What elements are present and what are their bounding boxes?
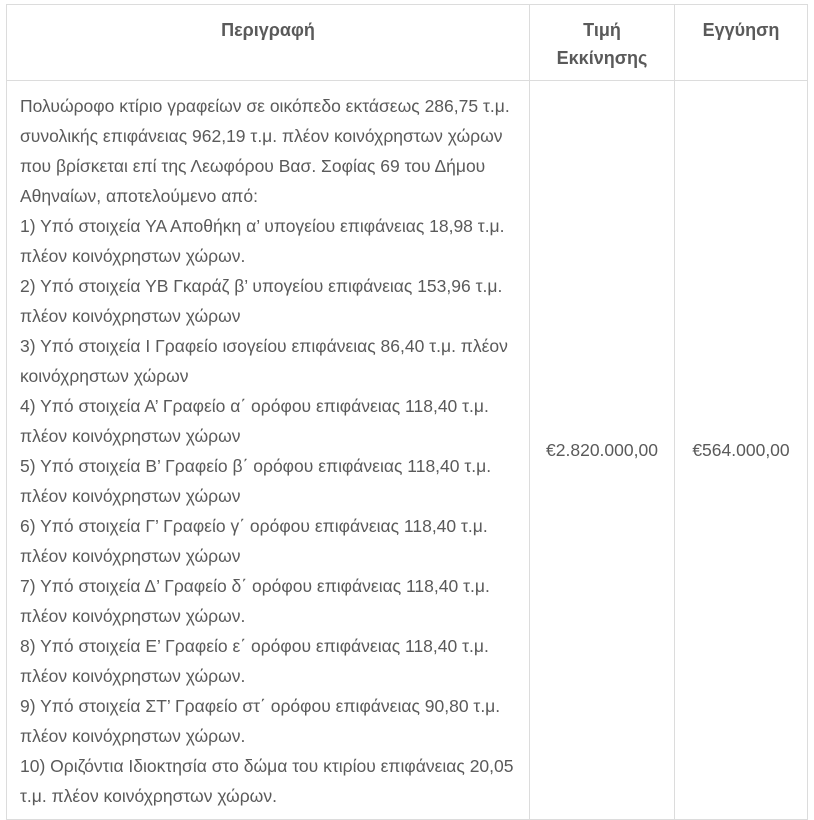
header-starting-price: Τιμή Εκκίνησης bbox=[530, 5, 675, 81]
table-header bbox=[7, 5, 808, 81]
table-body bbox=[7, 81, 808, 820]
header-deposit: Εγγύηση bbox=[675, 5, 808, 81]
description-item: 9) Υπό στοιχεία ΣΤ’ Γραφείο στ΄ ορόφου επιφάνειας 90,80 τ.μ. πλέον κοινόχρηστων χώρων. bbox=[20, 696, 501, 746]
starting-price-cell: €2.820.000,00 bbox=[530, 81, 675, 820]
description-intro: Πολυώροφο κτίριο γραφείων σε οικόπεδο εκτάσεως 286,75 τ.μ. συνολικής επιφάνειας 962,19 τ.μ. πλέον κοινόχρηστων χώρων που βρίσκεται επί της Λεωφόρου Βασ. Σοφίας 69 του Δήμου Αθηναίων, αποτελούμενο από: bbox=[20, 96, 510, 206]
description-item: 2) Υπό στοιχεία ΥΒ Γκαράζ β’ υπογείου επιφάνειας 153,96 τ.μ. πλέον κοινόχρηστων χώρων bbox=[20, 276, 503, 326]
description-item: 6) Υπό στοιχεία Γ’ Γραφείο γ΄ ορόφου επιφάνειας 118,40 τ.μ. πλέον κοινόχρηστων χώρων bbox=[20, 516, 488, 566]
auction-table bbox=[6, 4, 808, 820]
description-item: 7) Υπό στοιχεία Δ’ Γραφείο δ΄ ορόφου επιφάνειας 118,40 τ.μ. πλέον κοινόχρηστων χώρων. bbox=[20, 576, 490, 626]
header-description: Περιγραφή bbox=[7, 5, 530, 81]
description-item: 3) Υπό στοιχεία Ι Γραφείο ισογείου επιφάνειας 86,40 τ.μ. πλέον κοινόχρηστων χώρων bbox=[20, 336, 508, 386]
description-item: 10) Οριζόντια Ιδιοκτησία στο δώμα του κτιρίου επιφάνειας 20,05 τ.μ. πλέον κοινόχρηστων χώρων. bbox=[20, 756, 514, 806]
header-row bbox=[7, 5, 808, 81]
description-cell bbox=[7, 81, 530, 820]
deposit-cell: €564.000,00 bbox=[675, 81, 808, 820]
table-row bbox=[7, 81, 808, 820]
description-item: 5) Υπό στοιχεία Β’ Γραφείο β΄ ορόφου επιφάνειας 118,40 τ.μ. πλέον κοινόχρηστων χώρων bbox=[20, 456, 492, 506]
description-item: 1) Υπό στοιχεία ΥΑ Αποθήκη α’ υπογείου επιφάνειας 18,98 τ.μ. πλέον κοινόχρηστων χώρων. bbox=[20, 216, 505, 266]
description-item: 8) Υπό στοιχεία Ε’ Γραφείο ε΄ ορόφου επιφάνειας 118,40 τ.μ. πλέον κοινόχρηστων χώρων. bbox=[20, 636, 489, 686]
description-item: 4) Υπό στοιχεία Α’ Γραφείο α΄ ορόφου επιφάνειας 118,40 τ.μ. πλέον κοινόχρηστων χώρων bbox=[20, 396, 489, 446]
